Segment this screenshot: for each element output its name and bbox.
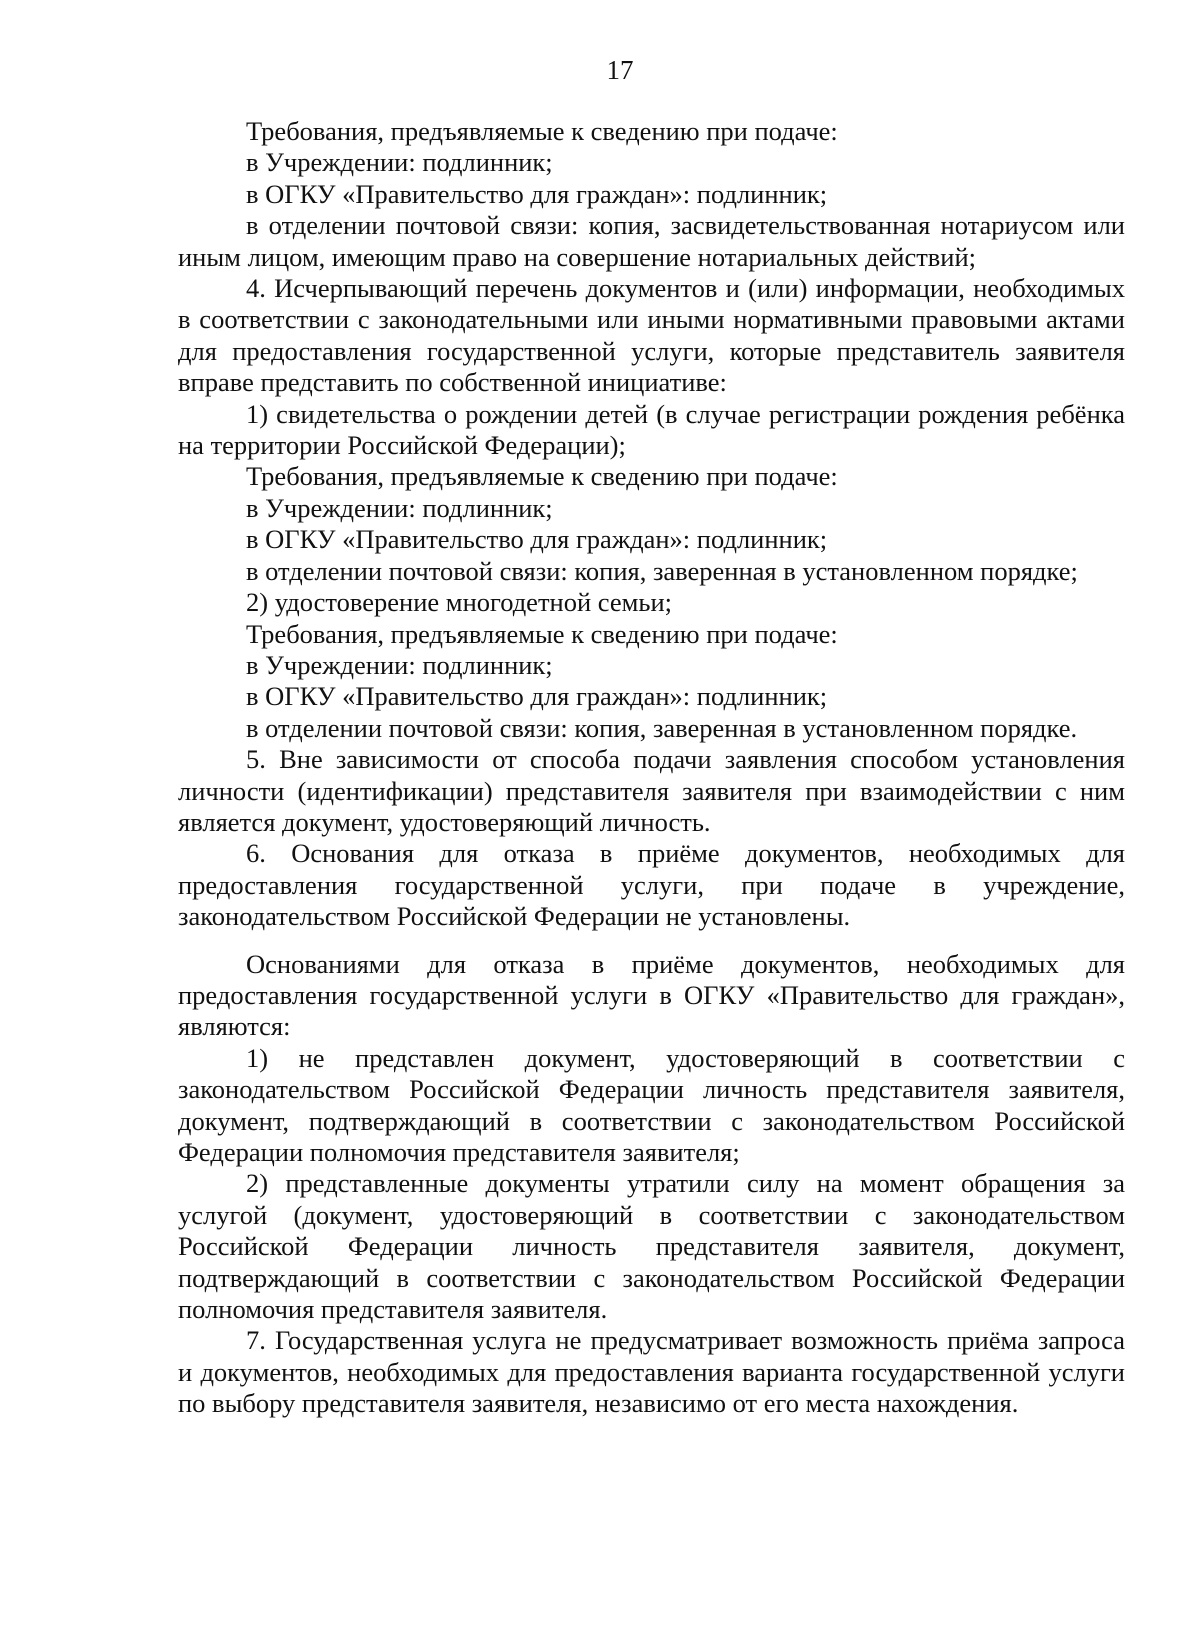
- paragraph-post-office-notarized-copy: в отделении почтовой связи: копия, засвидетельствованная нотариусом или иным лицом, имеющим право на совершение нотариальных действий;: [178, 210, 1125, 272]
- paragraph-birth-certificates: 1) свидетельства о рождении детей (в случае регистрации рождения ребёнка на территории Российской Федерации);: [178, 398, 1125, 461]
- page-number: 17: [606, 55, 634, 85]
- paragraph-requirements-heading-2: Требования, предъявляемые к сведению при подаче:: [246, 461, 838, 492]
- paragraph-refusal-grounds-ogku: Основаниями для отказа в приёме документов, необходимых для предоставления государственной услуги в ОГКУ «Правительство для граждан», являются:: [178, 948, 1125, 1042]
- paragraph-ogku-original-3: в ОГКУ «Правительство для граждан»: подлинник;: [246, 681, 828, 712]
- paragraph-institution-original-3: в Учреждении: подлинник;: [246, 649, 553, 680]
- paragraph-requirements-heading-1: Требования, предъявляемые к сведению при подаче:: [246, 116, 838, 146]
- paragraph-refusal-ground-1: 1) не представлен документ, удостоверяющий в соответствии с законодательством Российской Федерации личность представителя заявителя, документ, подтверждающий в соответствии с законодательством Российской Федерации полномочия представителя заявителя;: [178, 1042, 1125, 1167]
- paragraph-item-5-identification: 5. Вне зависимости от способа подачи заявления способом установления личности (идентификации) представителя заявителя при взаимодействии с ним является документ, удостоверяющий личность.: [178, 744, 1125, 837]
- paragraph-ogku-original-1: в ОГКУ «Правительство для граждан»: подлинник;: [246, 178, 828, 209]
- paragraph-refusal-ground-2: 2) представленные документы утратили силу на момент обращения за услугой (документ, удостоверяющий в соответствии с законодательством Российской Федерации личность представителя заявителя, документ, подтверждающий в соответствии с законодательством Российской Федерации полномочия представителя заявителя.: [178, 1168, 1125, 1325]
- paragraph-item-6-refusal-grounds-institution: 6. Основания для отказа в приёме документов, необходимых для предоставления государственной услуги, при подаче в учреждение, законодательством Российской Федерации не установлены.: [178, 838, 1125, 932]
- document-body: [178, 116, 1125, 1420]
- paragraph-institution-original-2: в Учреждении: подлинник;: [246, 492, 553, 523]
- paragraph-item-4-exhaustive-list: 4. Исчерпывающий перечень документов и (или) информации, необходимых в соответствии с законодательными или иными нормативными правовыми актами для предоставления государственной услуги, которые представитель заявителя вправе представить по собственной инициативе:: [178, 273, 1125, 398]
- paragraph-requirements-heading-3: Требования, предъявляемые к сведению при подаче:: [246, 618, 838, 649]
- paragraph-post-office-certified-copy-2: в отделении почтовой связи: копия, заверенная в установленном порядке.: [246, 712, 1078, 743]
- paragraph-institution-original-1: в Учреждении: подлинник;: [246, 147, 553, 178]
- paragraph-post-office-certified-copy-1: в отделении почтовой связи: копия, заверенная в установленном порядке;: [246, 555, 1078, 586]
- paragraph-item-7-extraterritorial: 7. Государственная услуга не предусматривает возможность приёма запроса и документов, необходимых для предоставления варианта государственной услуги по выбору представителя заявителя, независимо от его места нахождения.: [178, 1325, 1125, 1419]
- paragraph-large-family-certificate: 2) удостоверение многодетной семьи;: [246, 587, 673, 618]
- paragraph-ogku-original-2: в ОГКУ «Правительство для граждан»: подлинник;: [246, 524, 828, 555]
